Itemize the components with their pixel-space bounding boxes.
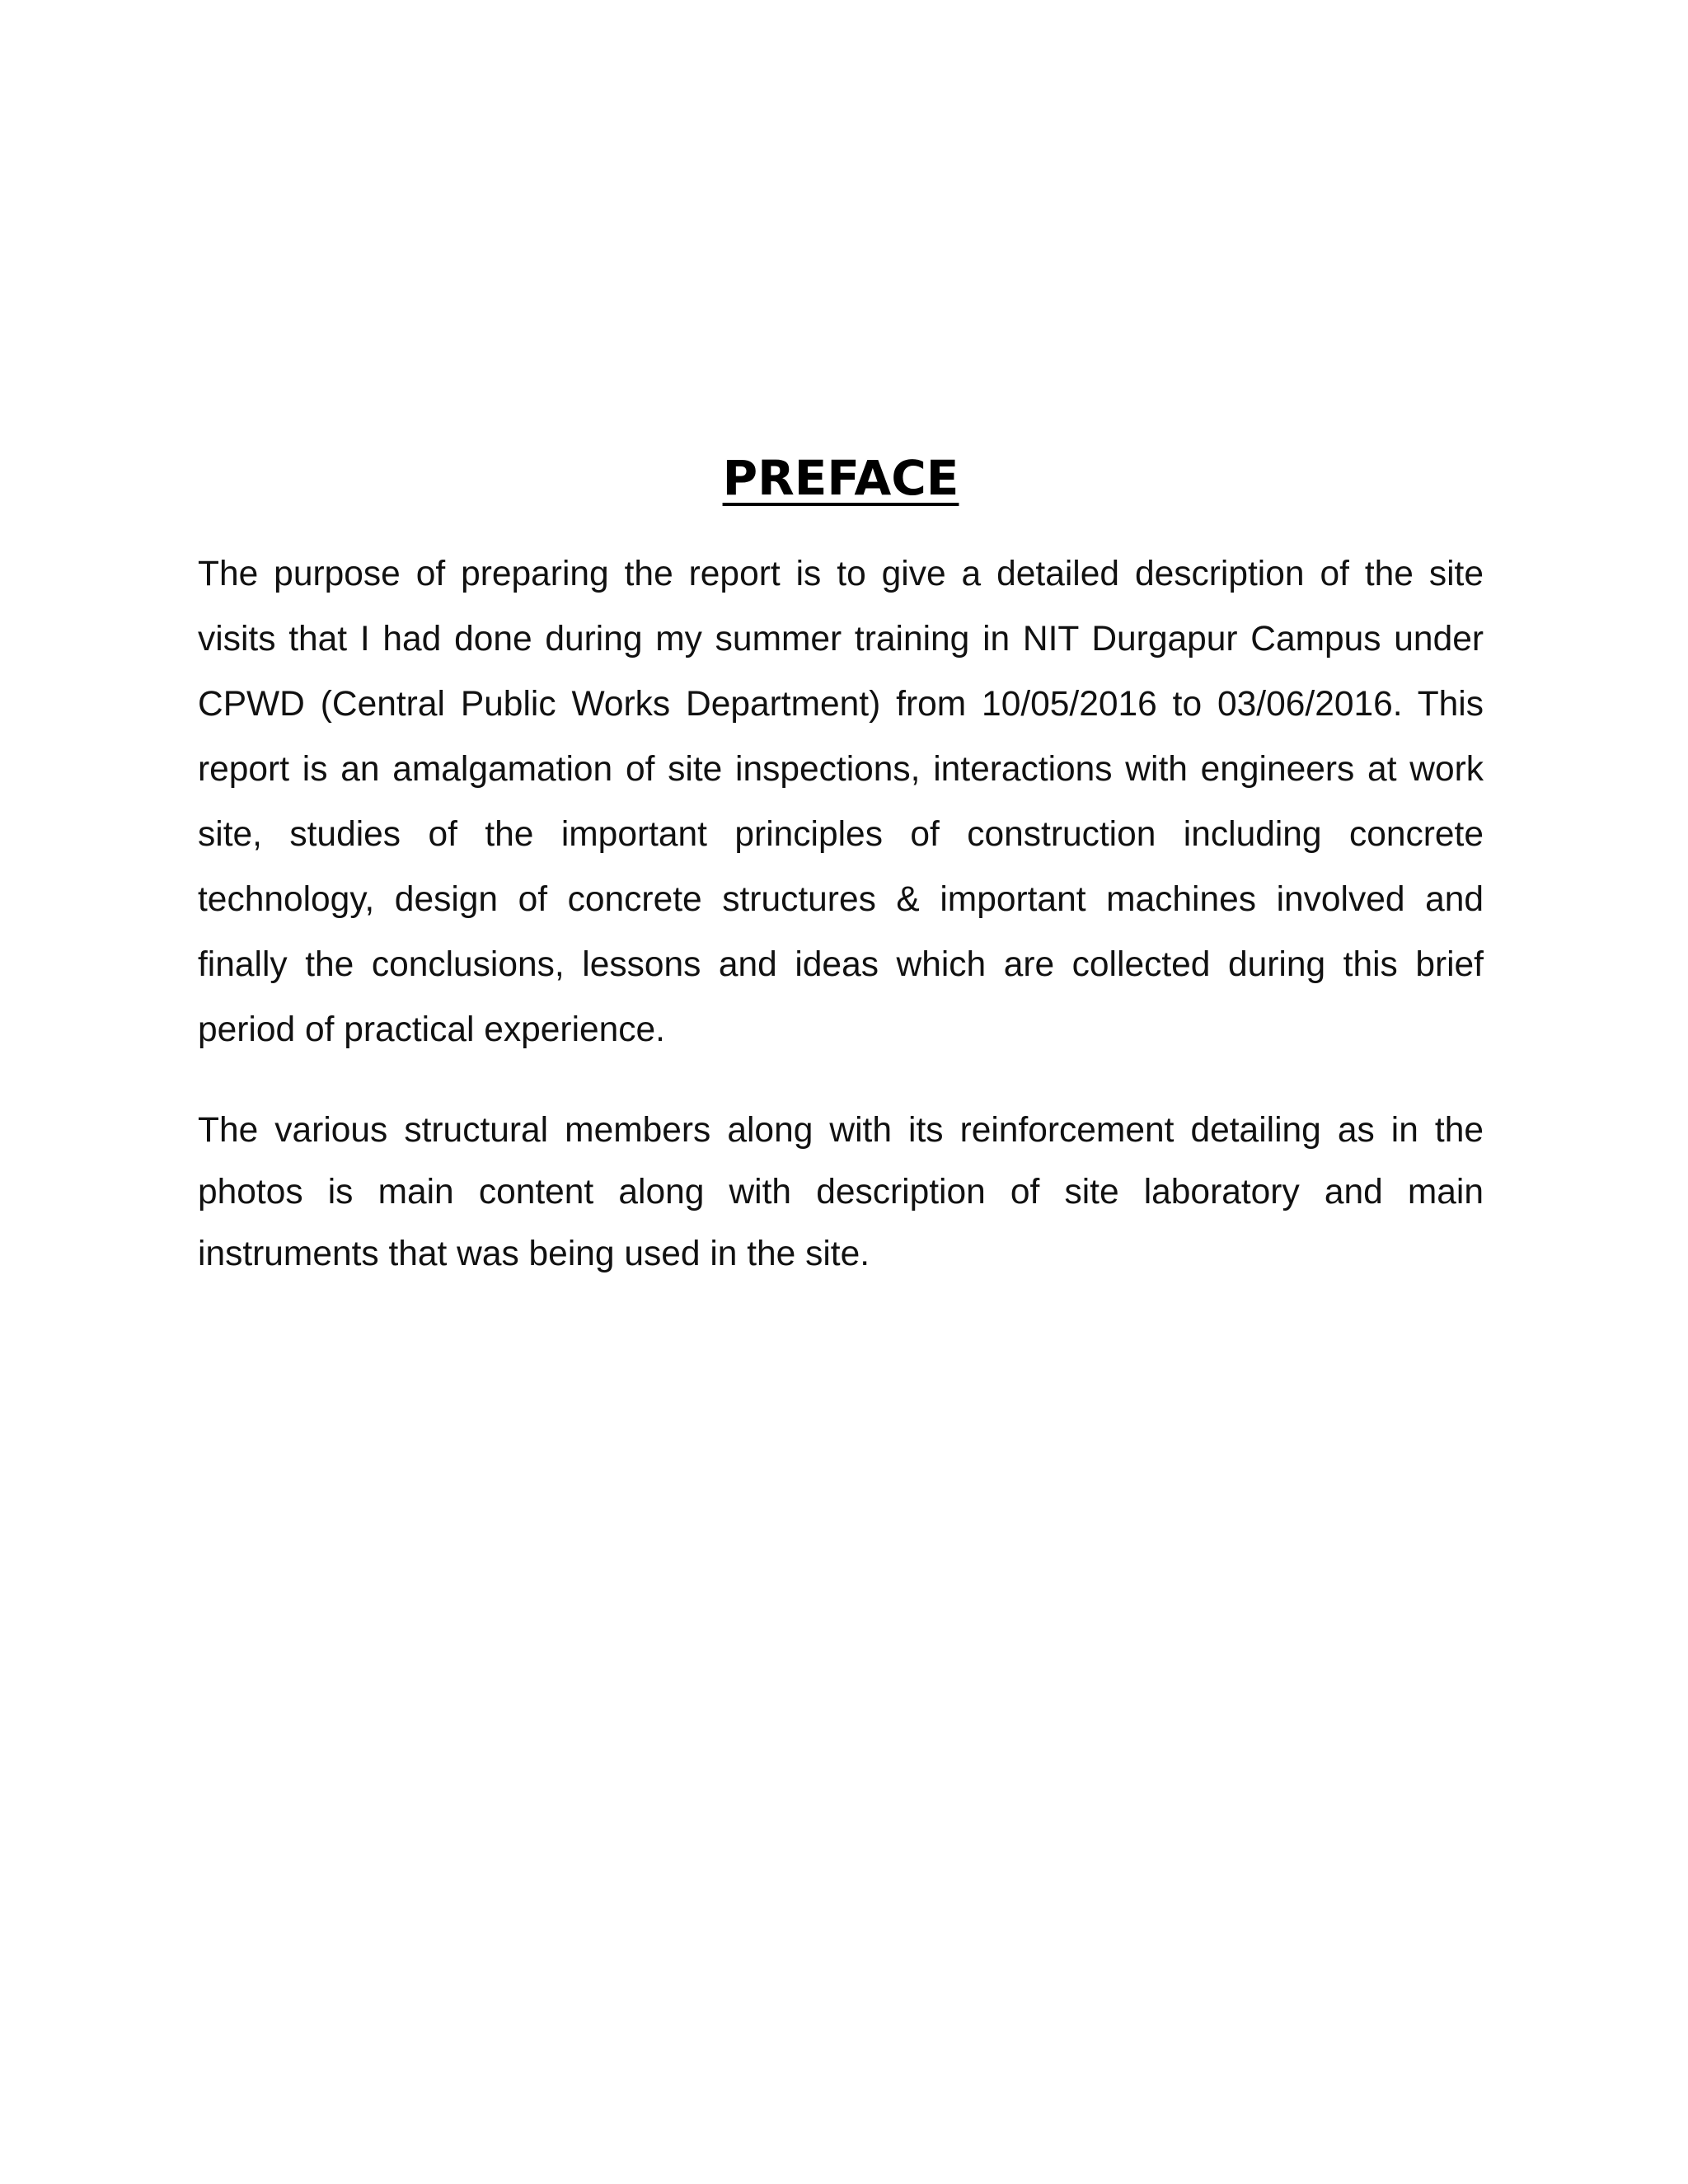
page-title: PREFACE <box>722 450 959 506</box>
preface-paragraph-2: The various structural members along with its reinforcement detailing as in the photos is main content along with description of site laboratory and main instruments that was being used in the site. <box>198 1111 1484 1273</box>
preface-section <box>198 441 1484 1285</box>
preface-paragraph-1: The purpose of preparing the report is to give a detailed description of the site visits that I had done during my summer training in NIT Durgapur Campus under CPWD (Central Public Works Department) from 10/05/2016 to 03/06/2016. This report is an amalgamation of site inspections, interactions with engineers at work site, studies of the important principles of construction including concrete technology, design of concrete structures & important machines involved and finally the conclusions, lessons and ideas which are collected during this brief period of practical experience. <box>198 555 1484 1049</box>
